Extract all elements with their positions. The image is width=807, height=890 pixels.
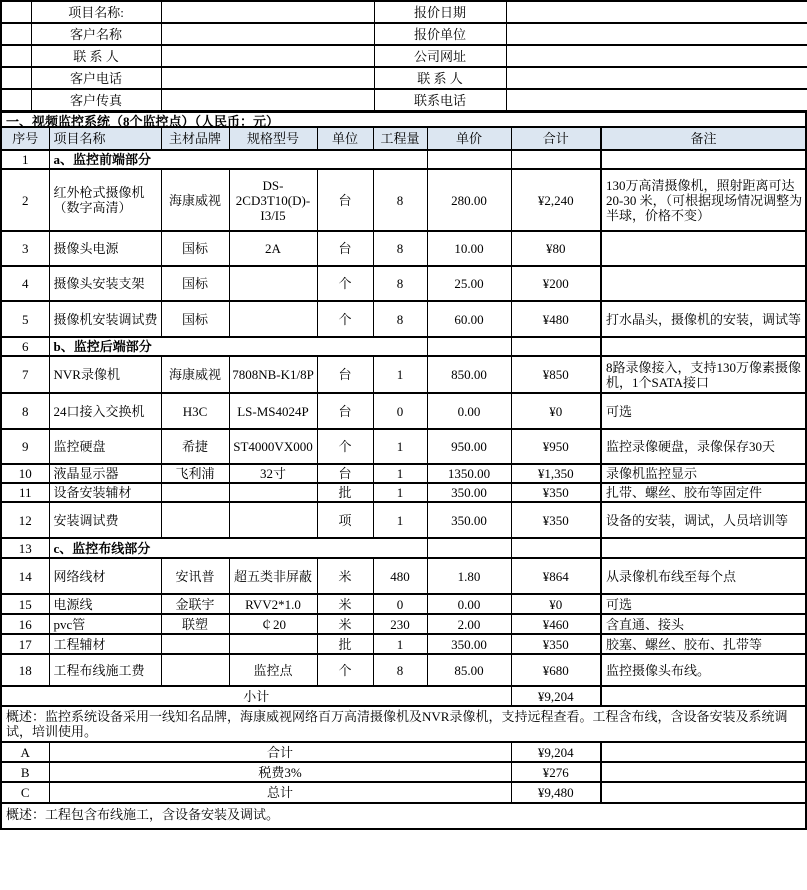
- info-spacer-cell: [1, 45, 31, 67]
- item-unit: 米: [317, 558, 373, 594]
- item-unit: 个: [317, 429, 373, 464]
- item-price: 85.00: [427, 654, 511, 686]
- item-total: ¥950: [511, 429, 601, 464]
- item-row: [1, 502, 806, 538]
- item-total: ¥460: [511, 614, 601, 634]
- item-unit: 台: [317, 231, 373, 266]
- info-row: [1, 23, 807, 45]
- item-name: 摄像头电源: [49, 231, 161, 266]
- item-price: 350.00: [427, 483, 511, 502]
- items-table: [0, 126, 807, 830]
- item-note: 可选: [601, 594, 806, 614]
- item-row: [1, 654, 806, 686]
- overview-text: 概述：工程包含布线施工，含设备安装及调试。: [1, 803, 806, 829]
- item-no: 17: [1, 634, 49, 654]
- item-no: 12: [1, 502, 49, 538]
- item-no: 11: [1, 483, 49, 502]
- total-row-label: 税费3%: [49, 762, 511, 782]
- item-price: 0.00: [427, 594, 511, 614]
- item-unit: 个: [317, 266, 373, 301]
- item-brand: [161, 654, 229, 686]
- item-total: ¥680: [511, 654, 601, 686]
- item-row: [1, 393, 806, 429]
- item-qty: 230: [373, 614, 427, 634]
- item-note: 录像机监控显示: [601, 464, 806, 483]
- item-no: 13: [1, 538, 49, 558]
- total-row-value: ¥276: [511, 762, 601, 782]
- col-header-total: 合计: [511, 127, 601, 150]
- total-row-c: [1, 782, 806, 803]
- seller-contact-value[interactable]: [506, 67, 807, 89]
- item-qty: 1: [373, 634, 427, 654]
- item-qty: 0: [373, 594, 427, 614]
- item-total: [511, 538, 601, 558]
- customer-name-label: 客户名称: [31, 23, 161, 45]
- item-row: [1, 634, 806, 654]
- item-price: 60.00: [427, 301, 511, 337]
- col-header-spec: 规格型号: [229, 127, 317, 150]
- item-name: pvc管: [49, 614, 161, 634]
- item-spec: ST4000VX000: [229, 429, 317, 464]
- item-no: 16: [1, 614, 49, 634]
- item-note: [601, 538, 806, 558]
- item-row: [1, 594, 806, 614]
- item-no: 7: [1, 356, 49, 393]
- item-note: 监控录像硬盘，录像保存30天: [601, 429, 806, 464]
- total-row-value: ¥9,204: [511, 742, 601, 762]
- item-unit: 台: [317, 464, 373, 483]
- item-note: [601, 150, 806, 169]
- item-spec: 超五类非屏蔽: [229, 558, 317, 594]
- item-qty: 1: [373, 356, 427, 393]
- seller-phone-value[interactable]: [506, 89, 807, 111]
- item-spec: 监控点: [229, 654, 317, 686]
- total-row-value: ¥9,480: [511, 782, 601, 803]
- item-total: [511, 337, 601, 356]
- item-spec: [229, 483, 317, 502]
- item-unit: 台: [317, 356, 373, 393]
- item-name: 安装调试费: [49, 502, 161, 538]
- item-row: [1, 614, 806, 634]
- company-website-label: 公司网址: [374, 45, 506, 67]
- item-no: 2: [1, 169, 49, 231]
- total-row-note: [601, 762, 806, 782]
- item-total: ¥1,350: [511, 464, 601, 483]
- item-note: 扎带、螺丝、胶布等固定件: [601, 483, 806, 502]
- item-brand: H3C: [161, 393, 229, 429]
- item-name: 红外枪式摄像机（数字高清）: [49, 169, 161, 231]
- project-name-label: 项目名称:: [31, 1, 161, 23]
- item-note: 8路录像接入，支持130万像素摄像机，1个SATA接口: [601, 356, 806, 393]
- info-spacer-cell: [1, 23, 31, 45]
- item-no: 9: [1, 429, 49, 464]
- item-qty: 8: [373, 654, 427, 686]
- total-row-b: [1, 762, 806, 782]
- item-name: NVR录像机: [49, 356, 161, 393]
- item-note: [601, 266, 806, 301]
- section-label: c、监控布线部分: [49, 538, 427, 558]
- section-title: 一、视频监控系统（8个监控点）（人民币：元）: [0, 110, 807, 128]
- item-total: ¥350: [511, 634, 601, 654]
- item-brand: 国标: [161, 231, 229, 266]
- overview-text: 概述：监控系统设备采用一线知名品牌，海康威视网络百万高清摄像机及NVR录像机，支持远程查看。工程含布线，含设备安装及系统调试，培训使用。: [1, 706, 806, 742]
- item-total: ¥864: [511, 558, 601, 594]
- item-spec: RVV2*1.0: [229, 594, 317, 614]
- item-spec: 7808NB-K1/8P: [229, 356, 317, 393]
- quote-date-label: 报价日期: [374, 1, 506, 23]
- customer-fax-label: 客户传真: [31, 89, 161, 111]
- item-unit: 项: [317, 502, 373, 538]
- item-brand: 海康威视: [161, 169, 229, 231]
- item-note: 含直通、接头: [601, 614, 806, 634]
- col-header-name: 项目名称: [49, 127, 161, 150]
- item-price: 850.00: [427, 356, 511, 393]
- customer-fax-value[interactable]: [161, 89, 374, 111]
- item-price: 1350.00: [427, 464, 511, 483]
- item-total: [511, 150, 601, 169]
- item-no: 8: [1, 393, 49, 429]
- col-header-unit: 单位: [317, 127, 373, 150]
- contact-person-value[interactable]: [161, 45, 374, 67]
- item-price: [427, 337, 511, 356]
- item-brand: 联塑: [161, 614, 229, 634]
- total-row-no: A: [1, 742, 49, 762]
- subtotal-label: 小计: [1, 686, 511, 706]
- item-row: [1, 356, 806, 393]
- col-header-note: 备注: [601, 127, 806, 150]
- item-total: ¥2,240: [511, 169, 601, 231]
- item-name: 24口接入交换机: [49, 393, 161, 429]
- item-qty: 0: [373, 393, 427, 429]
- item-price: 950.00: [427, 429, 511, 464]
- item-price: [427, 538, 511, 558]
- quote-company-value[interactable]: [506, 23, 807, 45]
- subtotal-row: [1, 686, 806, 706]
- item-unit: 米: [317, 594, 373, 614]
- total-row-no: C: [1, 782, 49, 803]
- item-note: 设备的安装，调试，人员培训等: [601, 502, 806, 538]
- item-no: 18: [1, 654, 49, 686]
- item-no: 14: [1, 558, 49, 594]
- item-price: 1.80: [427, 558, 511, 594]
- seller-phone-label: 联系电话: [374, 89, 506, 111]
- item-total: ¥850: [511, 356, 601, 393]
- item-row: [1, 169, 806, 231]
- item-brand: [161, 634, 229, 654]
- item-name: 设备安装辅材: [49, 483, 161, 502]
- item-total: ¥80: [511, 231, 601, 266]
- item-no: 6: [1, 337, 49, 356]
- total-row-label: 总计: [49, 782, 511, 803]
- item-no: 1: [1, 150, 49, 169]
- info-spacer-cell: [1, 67, 31, 89]
- item-brand: [161, 483, 229, 502]
- item-qty: 8: [373, 231, 427, 266]
- item-row: [1, 464, 806, 483]
- item-name: 液晶显示器: [49, 464, 161, 483]
- customer-phone-value[interactable]: [161, 67, 374, 89]
- section-label: b、监控后端部分: [49, 337, 427, 356]
- item-qty: 480: [373, 558, 427, 594]
- overview-row-bottom: [1, 803, 806, 829]
- item-row: [1, 266, 806, 301]
- item-brand: 安讯普: [161, 558, 229, 594]
- quote-info-table: [0, 0, 807, 112]
- col-header-brand: 主材品牌: [161, 127, 229, 150]
- info-row: [1, 45, 807, 67]
- item-price: 10.00: [427, 231, 511, 266]
- item-brand: 金联宇: [161, 594, 229, 614]
- info-row: [1, 89, 807, 111]
- item-no: 15: [1, 594, 49, 614]
- item-name: 摄像机安装调试费: [49, 301, 161, 337]
- item-name: 摄像头安装支架: [49, 266, 161, 301]
- item-spec: LS-MS4024P: [229, 393, 317, 429]
- item-spec: [229, 634, 317, 654]
- item-price: 350.00: [427, 634, 511, 654]
- item-price: 280.00: [427, 169, 511, 231]
- item-qty: 1: [373, 483, 427, 502]
- item-note: 监控摄像头布线。: [601, 654, 806, 686]
- contact-person-label: 联 系 人: [31, 45, 161, 67]
- overview-row: [1, 706, 806, 742]
- item-spec: ￠20: [229, 614, 317, 634]
- item-spec: [229, 266, 317, 301]
- info-spacer-cell: [1, 1, 31, 23]
- item-row: [1, 558, 806, 594]
- item-total: ¥0: [511, 594, 601, 614]
- item-total: ¥480: [511, 301, 601, 337]
- item-brand: 希捷: [161, 429, 229, 464]
- total-row-note: [601, 782, 806, 803]
- quote-company-label: 报价单位: [374, 23, 506, 45]
- item-total: ¥0: [511, 393, 601, 429]
- customer-phone-label: 客户电话: [31, 67, 161, 89]
- col-header-no: 序号: [1, 127, 49, 150]
- total-row-a: [1, 742, 806, 762]
- item-note: 可选: [601, 393, 806, 429]
- item-unit: 个: [317, 301, 373, 337]
- item-spec: [229, 301, 317, 337]
- item-total: ¥200: [511, 266, 601, 301]
- item-note: 从录像机布线至每个点: [601, 558, 806, 594]
- item-unit: 批: [317, 483, 373, 502]
- item-no: 3: [1, 231, 49, 266]
- project-name-value[interactable]: [161, 1, 374, 23]
- item-unit: 米: [317, 614, 373, 634]
- item-row: [1, 301, 806, 337]
- item-note: 打水晶头，摄像机的安装，调试等: [601, 301, 806, 337]
- item-total: ¥350: [511, 502, 601, 538]
- item-note: [601, 231, 806, 266]
- item-name: 工程辅材: [49, 634, 161, 654]
- total-row-no: B: [1, 762, 49, 782]
- info-row: [1, 67, 807, 89]
- item-qty: 8: [373, 169, 427, 231]
- subtotal-note: [601, 686, 806, 706]
- item-unit: 台: [317, 169, 373, 231]
- item-brand: 飞利浦: [161, 464, 229, 483]
- item-row: [1, 483, 806, 502]
- total-row-label: 合计: [49, 742, 511, 762]
- item-name: 网络线材: [49, 558, 161, 594]
- item-row: [1, 231, 806, 266]
- item-note: [601, 337, 806, 356]
- item-no: 5: [1, 301, 49, 337]
- col-header-price: 单价: [427, 127, 511, 150]
- item-note: 130万高清摄像机，照射距离可达20-30 米，（可根据现场情况调整为半球，价格不变）: [601, 169, 806, 231]
- section-row-back-end: [1, 337, 806, 356]
- quote-date-value[interactable]: [506, 1, 807, 23]
- item-price: 350.00: [427, 502, 511, 538]
- customer-name-value[interactable]: [161, 23, 374, 45]
- company-website-value[interactable]: [506, 45, 807, 67]
- item-unit: 批: [317, 634, 373, 654]
- item-spec: 2A: [229, 231, 317, 266]
- section-row-cabling: [1, 538, 806, 558]
- item-no: 10: [1, 464, 49, 483]
- item-name: 电源线: [49, 594, 161, 614]
- item-spec: 32寸: [229, 464, 317, 483]
- section-row-front-end: [1, 150, 806, 169]
- item-brand: 国标: [161, 301, 229, 337]
- item-name: 监控硬盘: [49, 429, 161, 464]
- item-qty: 1: [373, 502, 427, 538]
- total-row-note: [601, 742, 806, 762]
- item-qty: 1: [373, 429, 427, 464]
- item-brand: 国标: [161, 266, 229, 301]
- item-price: 0.00: [427, 393, 511, 429]
- subtotal-value: ¥9,204: [511, 686, 601, 706]
- item-price: [427, 150, 511, 169]
- item-name: 工程布线施工费: [49, 654, 161, 686]
- info-row: [1, 1, 807, 23]
- item-spec: [229, 502, 317, 538]
- item-note: 胶塞、螺丝、胶布、扎带等: [601, 634, 806, 654]
- col-header-qty: 工程量: [373, 127, 427, 150]
- item-qty: 8: [373, 301, 427, 337]
- item-price: 2.00: [427, 614, 511, 634]
- item-spec: DS-2CD3T10(D)-I3/I5: [229, 169, 317, 231]
- item-total: ¥350: [511, 483, 601, 502]
- item-no: 4: [1, 266, 49, 301]
- item-unit: 个: [317, 654, 373, 686]
- item-brand: 海康威视: [161, 356, 229, 393]
- item-row: [1, 429, 806, 464]
- section-label: a、监控前端部分: [49, 150, 427, 169]
- item-qty: 8: [373, 266, 427, 301]
- item-price: 25.00: [427, 266, 511, 301]
- item-brand: [161, 502, 229, 538]
- item-qty: 1: [373, 464, 427, 483]
- info-spacer-cell: [1, 89, 31, 111]
- seller-contact-label: 联 系 人: [374, 67, 506, 89]
- item-unit: 台: [317, 393, 373, 429]
